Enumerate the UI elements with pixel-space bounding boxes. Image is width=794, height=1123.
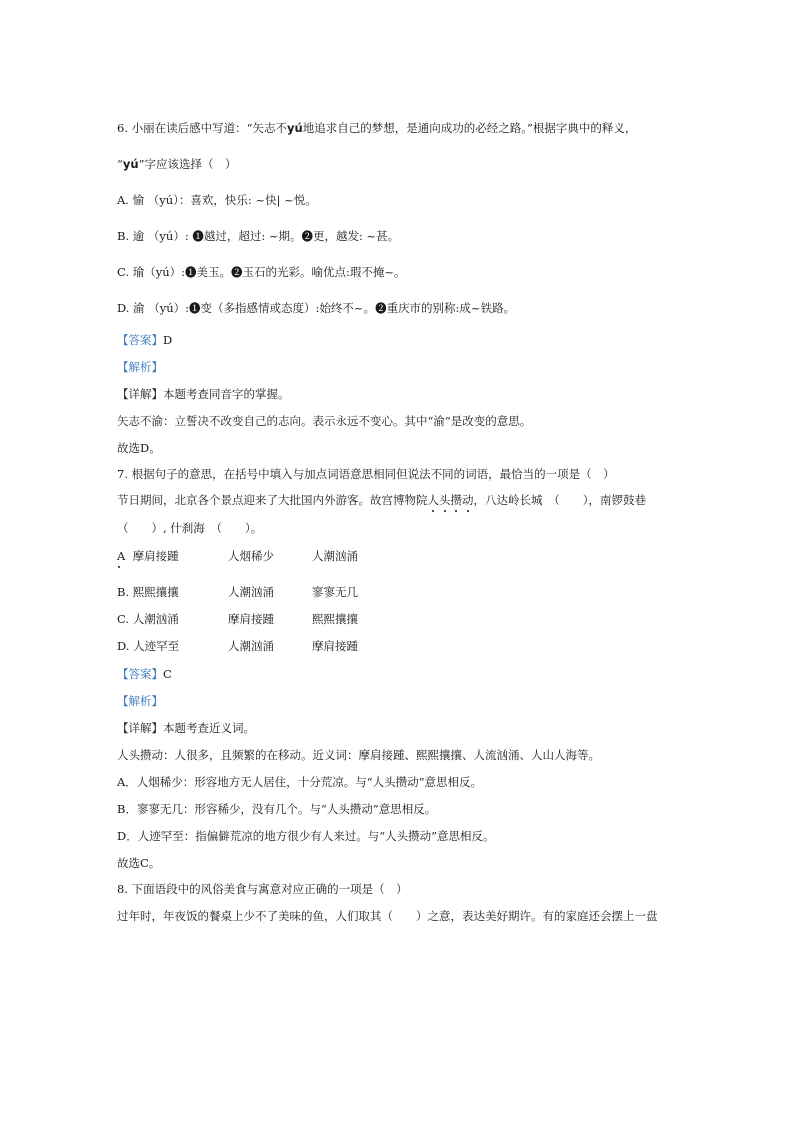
q6-stem2-rest: ”字应该选择（ ） xyxy=(138,157,237,171)
option-label: B. 熙熙攘攘 xyxy=(117,585,179,599)
q7-passage-part1: 节日期间，北京各个景点迎来了大批国内外游客。故宫博物院 xyxy=(117,493,428,507)
detail-text: 本题考查近义词。 xyxy=(163,721,255,735)
q7-explanation-d: D．人迹罕至：指偏僻荒凉的地方很少有人来过。与“人头攒动”意思相反。 xyxy=(117,829,495,843)
q6-stem-pinyin: yú xyxy=(287,121,303,135)
q6-detail xyxy=(117,386,290,402)
option-col1: 摩肩接踵 xyxy=(132,549,179,563)
q7-stem: 7. 根据句子的意思，在括号中填入与加点词语意思相同但说法不同的词语，最恰当的一项是（ ） xyxy=(117,467,615,481)
q6-stem xyxy=(117,120,636,136)
q7-detail xyxy=(117,720,255,736)
q7-passage-part2: ，八达岭长城 （ ），南锣鼓巷 xyxy=(473,493,646,507)
q7-answer xyxy=(117,666,172,682)
q7-passage xyxy=(117,492,646,508)
answer-value: C xyxy=(163,667,172,681)
detail-tag: 【详解】 xyxy=(117,721,163,735)
detail-tag: 【详解】 xyxy=(117,387,163,401)
q7-explanation-b: B．寥寥无几：形容稀少，没有几个。与“人头攒动”意思相反。 xyxy=(117,802,437,816)
q6-conclusion: 故选D。 xyxy=(117,441,161,455)
option-col2: 人潮汹涌 xyxy=(228,639,274,653)
dotted-char: 人 xyxy=(428,493,440,507)
dotted-char: 攒 xyxy=(451,493,463,507)
q6-explanation: 矢志不渝：立誓决不改变自己的志向。表示永远不变心。其中“渝”是改变的意思。 xyxy=(117,414,532,428)
answer-value: D xyxy=(163,333,173,347)
option-col2: 人烟稀少 xyxy=(228,549,274,563)
q8-passage: 过年时，年夜饭的餐桌上少不了美味的鱼，人们取其（ ）之意，表达美好期许。有的家庭还会摆上一盘 xyxy=(117,909,658,923)
q7-conclusion: 故选C。 xyxy=(117,856,161,870)
option-label: A xyxy=(117,549,126,563)
q6-analysis-tag: 【解析】 xyxy=(117,360,163,374)
option-label: C. 人潮汹涌 xyxy=(117,612,179,626)
detail-text: 本题考查同音字的掌握。 xyxy=(163,387,290,401)
option-col2: 摩肩接踵 xyxy=(228,612,274,626)
q7-option-b xyxy=(117,584,537,600)
dotted-char: 头 xyxy=(439,493,451,507)
q7-passage-line2: （ ）, 什刹海 （ ）。 xyxy=(117,521,263,535)
q8-stem: 8. 下面语段中的风俗美食与寓意对应正确的一项是（ ） xyxy=(117,882,408,896)
option-col3: 人潮汹涌 xyxy=(312,549,358,563)
q6-option-d: D. 渝 （yú）:❶变（多指感情或态度）:始终不~。❷重庆市的别称:成~铁路。 xyxy=(117,301,516,315)
q6-option-b: B. 逾 （yú）: ❶越过，超过: ~期。❷更，越发: ~甚。 xyxy=(117,229,400,243)
q7-explanation: 人头攒动：人很多，且频繁的在移动。近义词：摩肩接踵、熙熙攘攘、人流汹涌、人山人海等。 xyxy=(117,748,600,762)
q7-explanation-a: A．人烟稀少：形容地方无人居住，十分荒凉。与“人头攒动”意思相反。 xyxy=(117,775,483,789)
q6-stem-part1: 6. 小丽在读后感中写道：“矢志不 xyxy=(117,121,288,135)
dotted-char: 动 xyxy=(462,493,474,507)
q6-answer xyxy=(117,332,172,348)
option-col3: 摩肩接踵 xyxy=(312,639,358,653)
q7-analysis-tag: 【解析】 xyxy=(117,694,163,708)
answer-tag: 【答案】 xyxy=(117,333,163,347)
q6-stem-part2: 地追求自己的梦想，是通向成功的必经之路。”根据字典中的释义， xyxy=(302,121,637,135)
q7-option-c xyxy=(117,611,537,627)
q6-stem2-quote: “ xyxy=(117,157,123,171)
answer-tag: 【答案】 xyxy=(117,667,163,681)
q7-option-a xyxy=(117,548,537,564)
option-col2: 人潮汹涌 xyxy=(228,585,274,599)
option-label: D. 人迹罕至 xyxy=(117,639,180,653)
q6-option-c: C. 瑜（yú）:❶美玉。❷玉石的光彩。喻优点:瑕不掩~。 xyxy=(117,265,406,279)
option-col3: 熙熙攘攘 xyxy=(312,612,358,626)
q6-option-a: A. 愉 （yú）：喜欢，快乐: ~快| ~悦。 xyxy=(117,193,317,207)
option-col3: 寥寥无几 xyxy=(312,585,358,599)
q7-option-d xyxy=(117,638,537,654)
q6-stem-line2 xyxy=(117,156,236,172)
q6-stem2-pinyin: yú xyxy=(122,157,139,171)
